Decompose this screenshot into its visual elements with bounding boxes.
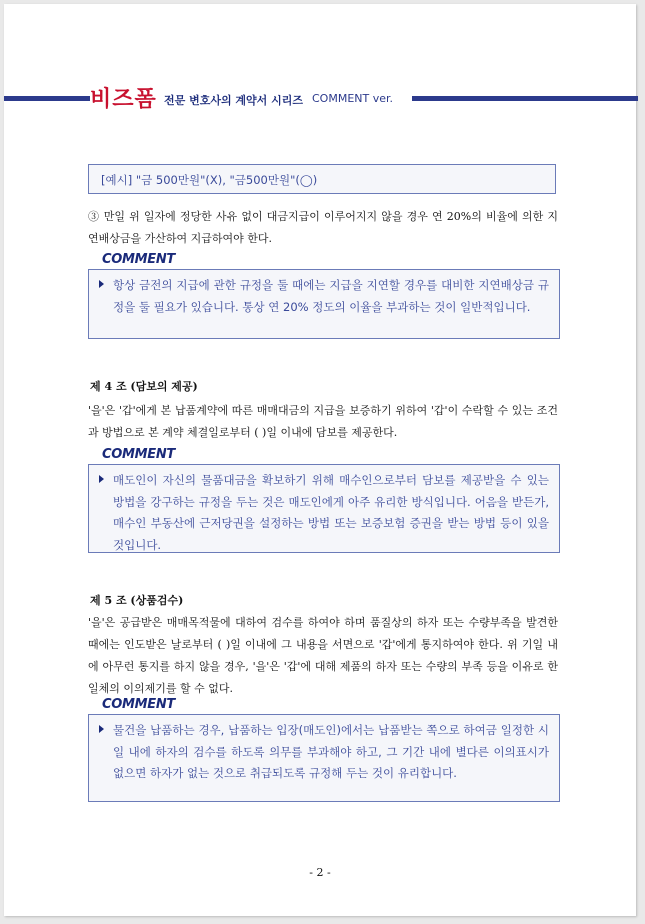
header-rule-right	[412, 96, 638, 101]
comment-label: COMMENT	[102, 697, 175, 712]
bullet-triangle-icon	[99, 280, 104, 288]
article-5-title: 제 5 조 (상품검수)	[90, 594, 184, 607]
series-title: 전문 변호사의 계약서 시리즈	[164, 94, 303, 107]
comment-text: 매도인이 자신의 물품대금을 확보하기 위해 매수인으로부터 담보를 제공받을 수 있는 방법을 강구하는 규정을 두는 것은 매도인에게 아주 유리한 방식입니다. 어음을 받든가, 매수인 부동산에 근저당권을 설정하는 방법 또는 보증보험 증권을 받는 방법 등이 있을 것입니다.	[113, 473, 549, 552]
header-rule-left	[4, 96, 90, 101]
comment-box-3	[88, 714, 560, 802]
example-box: [예시] "금 500만원"(X), "금500만원"(◯)	[88, 164, 556, 194]
version-label: COMMENT ver.	[312, 92, 394, 105]
article-4-title: 제 4 조 (담보의 제공)	[90, 380, 198, 393]
clause-3: ③ 만일 위 일자에 정당한 사유 없이 대금지급이 이루어지지 않을 경우 연 20%의 비율에 의한 지연배상금을 가산하여 지급하여야 한다.	[88, 210, 558, 245]
bullet-triangle-icon	[99, 475, 104, 483]
comment-label: COMMENT	[102, 447, 175, 462]
comment-text: 물건을 납품하는 경우, 납품하는 입장(매도인)에서는 납품받는 쪽으로 하여금 일정한 시일 내에 하자의 검수를 하도록 의무를 부과해야 하고, 그 기간 내에 별다른 이의표시가 없으면 하자가 없는 것으로 취급되도록 규정해 두는 것이 유리합니다.	[113, 723, 549, 780]
comment-box-1	[88, 269, 560, 339]
article-5-body: '을'은 공급받은 매매목적물에 대하여 검수를 하여야 하며 품질상의 하자 또는 수량부족을 발견한 때에는 인도받은 날로부터 ( )일 이내에 그 내용을 서면으로 '갑'에게 통지하여야 한다. 위 기일 내에 아무런 통지를 하지 않을 경우, '을'은 '갑'에 대해 제품의 하자 또는 수량의 부족 등을 이유로 한 일체의 이의제기를 할 수 없다.	[88, 616, 558, 695]
article-4-body: '을'은 '갑'에게 본 납품계약에 따른 매매대금의 지급을 보증하기 위하여 '갑'이 수락할 수 있는 조건과 방법으로 본 계약 체결일로부터 ( )일 이내에 담보를 제공한다.	[88, 404, 558, 439]
brand-logo: 비즈폼	[90, 87, 157, 112]
bullet-triangle-icon	[99, 725, 104, 733]
comment-box-2	[88, 464, 560, 553]
document-page	[4, 4, 636, 916]
comment-text: 항상 금전의 지급에 관한 규정을 둘 때에는 지급을 지연할 경우를 대비한 지연배상금 규정을 둘 필요가 있습니다. 통상 연 20% 정도의 이율을 부과하는 것이 일반적입니다.	[113, 278, 549, 314]
page-number: - 2 -	[309, 866, 331, 879]
comment-label: COMMENT	[102, 252, 175, 267]
